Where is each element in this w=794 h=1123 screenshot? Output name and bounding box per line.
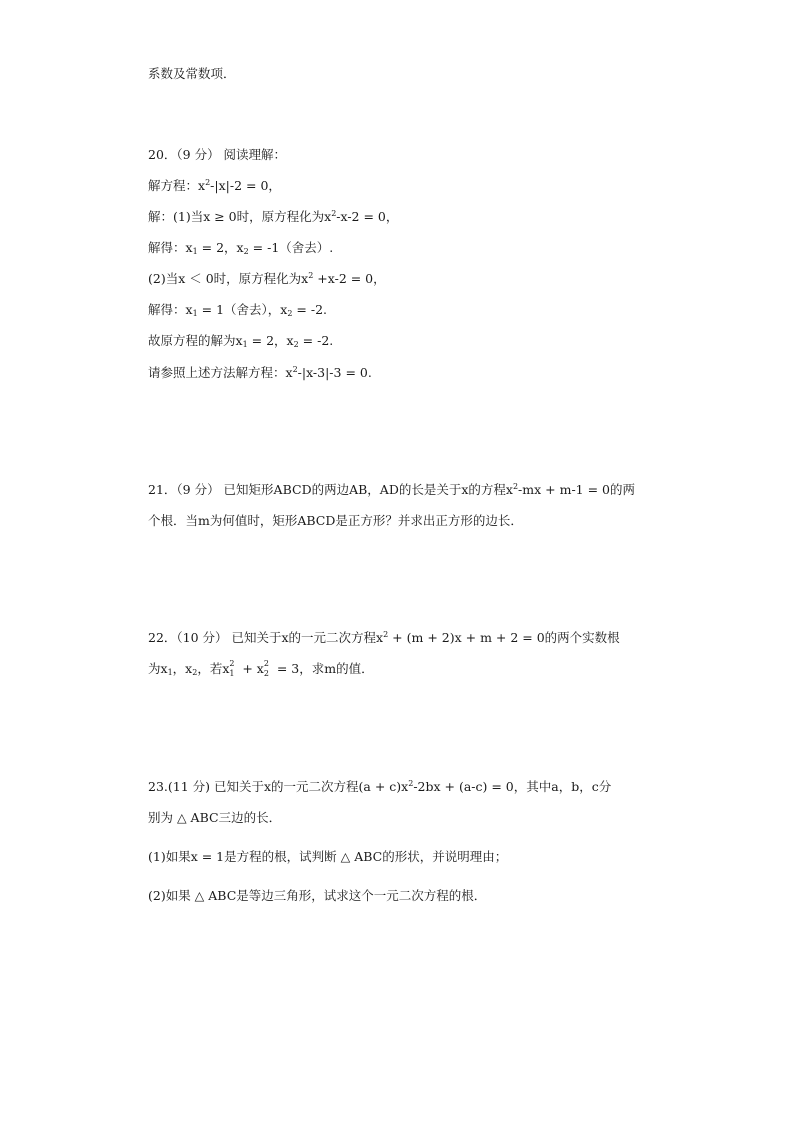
q20-line-2: 解：(1)当x ≥ 0时，原方程化为$x^2-x-2 = 0$， — [148, 209, 399, 224]
q20-line-7: 请参照上述方法解方程：$x^2-|x-3|-3 = 0$. — [148, 365, 372, 380]
q20-line-3: 解得：$x_1 = 2$，$x_2 = -1$（舍去）. — [148, 240, 334, 256]
q23-line-4: (2)如果 △ ABC是等边三角形，试求这个一元二次方程的根． — [148, 888, 487, 903]
q23-line-3: (1)如果x = 1是方程的根，试判断 △ ABC的形状，并说明理由； — [148, 849, 508, 864]
q23-line-1: 23.(11 分) 已知关于x的一元二次方程$(a + c)x^2-2bx + (a-c) = 0$，其中a，b，c分 — [148, 779, 612, 794]
q20-line-5: 解得：$x_1 = 1$（舍去），$x_2 = -2$. — [148, 302, 328, 318]
q20-header: 20．（9 分） 阅读理解： — [148, 147, 287, 162]
q20-line-6: 故原方程的解为$x_1 = 2$，$x_2 = -2$. — [148, 333, 334, 349]
q21-line-1: 21．（9 分） 已知矩形ABCD的两边AB，AD的长是关于x的方程$x^2-mx + m-1 = 0$的两 — [148, 482, 635, 497]
q23-line-2: 别为 △ ABC三边的长． — [148, 810, 282, 825]
q21-line-2: 个根．当m为何值时，矩形ABCD是正方形？并求出正方形的边长． — [148, 513, 523, 528]
q22-line-1: 22．（10 分） 已知关于x的一元二次方程$x^2 + (m + 2)x + m + 2 = 0$的两个实数根 — [148, 630, 620, 645]
q20-line-4: (2)当x ＜ 0时，原方程化为$x^2 +x-2 = 0$， — [148, 271, 386, 286]
q22-line-2: 为$x_1$，$x_2$，若x 2 1 + x 2 2 = 3，求m的值． — [148, 658, 374, 678]
q20-line-1: 解方程：$x^2-|x|-2 = 0$， — [148, 178, 281, 193]
intro-tail-text: 系数及常数项． — [148, 66, 236, 81]
